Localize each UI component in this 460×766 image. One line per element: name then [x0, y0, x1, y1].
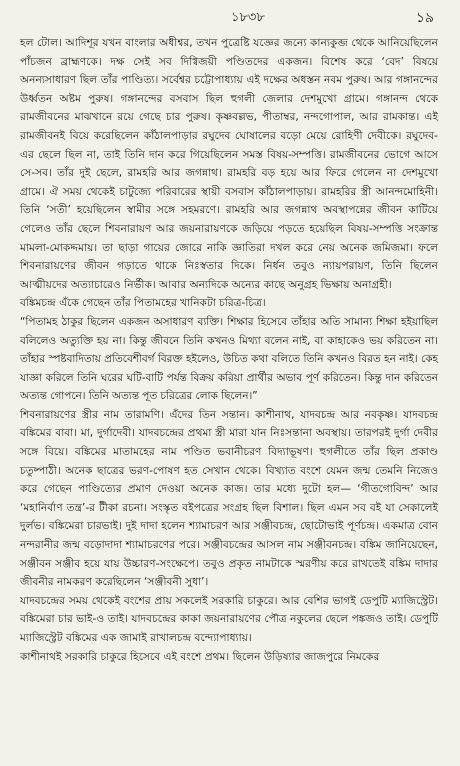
paragraph-lineage: হল টোল। আদিশূর যখন বাংলার অধীশ্বর, তখন পুত্রেষ্টি যজ্ঞের জন্যে কান্যকুব্জ থেকে আনিয়েছিলেন পাঁচজন ব্রাহ্মণকে। দক্ষ সেই সব দিগ্বিজয়ী পণ্ডিতদের একজন। বিশেষ করে ‘বেদ’ বিষয়ে অনন্যসাধারণ ছিল তাঁর পাণ্ডিত্য। সর্বেশ্বর চট্টোপাধ্যায় এই দক্ষের অধস্তন নবম পুরুষ। আর গঙ্গানন্দের উর্ধ্বতন অষ্টম পুরুষ। গঙ্গানন্দের বসবাস ছিল হুগলী জেলার দেশমুখো গ্রামে। গঙ্গানন্দ থেকে রামজীবনের মাঝখানে রয়ে গেছে চার পুরুষ। কৃষ্ণবল্লভ, পীতাম্বর, নন্দগোপাল, আর রামকান্ত। এই রামজীবনই বিয়ে করেছিলেন কাঁঠালপাড়ার রঘুদেব ঘোষালের বড়ো মেয়ে রোহিণী দেবীকে। রঘুদেব-এর ছেলে ছিল না, তাই তিনি দান করে গিয়েছিলেন সমস্ত বিষয়-সম্পত্তি। রামজীবনের ভোগে আসে সে-সব। তাঁর দুই ছেলে, রামহরি আর জগন্নাথ। রামহরি বড় হয়ে আর ফিরে গেলেন না দেশমুখো গ্রামে। ঐ সময় থেকেই চাটুজ্যে পরিবারের স্থায়ী বসবাস কাঁঠালপাড়ায়। রামহরির স্ত্রী আনন্দমোহিনী। তিনি ‘সতী’ হয়েছিলেন স্বামীর সঙ্গে সহমরণে। রামহরি আর জগন্নাথ অবস্থাপন্নের জীবন কাটিয়ে গেলেও তাঁর ছেলে শিবনারায়ণ আর জয়নারায়ণকে জড়িয়ে পড়তে হয়েছিল বিষয়-সম্পত্তি সংক্রান্ত মামলা-মোকদ্দমায়। তা ছাড়া গায়ের জোরে নাকি জ্ঞাতিরা দখল করে নেয় অনেক জমিজমা। ফলে শিবনারায়ণের জীবন গড়াতে থাকে নিঃস্বতার দিকে। নির্ধন তবুও ন্যায়পরায়ণ, তিনি ছিলেন আত্মীয়দের অত্যাচারেও নির্ভীক। আবার অন্যদিকে অন্যের কাছে অনুগ্রহ ভিক্ষায় অনাগ্রহী।	[20, 37, 438, 291]
paragraph-family: শিবনারায়ণের স্ত্রীর নাম তারামণি। এঁদের তিন সন্তান। কাশীনাথ, যাদবচন্দ্র আর নবকৃষ্ণ। যাদবচন্দ্র বঙ্কিমের বাবা। মা, দুর্গাদেবী। যাদবচন্দ্রের প্রথমা স্ত্রী মারা যান নিঃসন্তানা অবস্থায়। তারপরই দুর্গা দেবীর সঙ্গে বিয়ে। বঙ্কিমের মাতামহের নাম পণ্ডিত ভবানীচরণ বিদ্যাভূষণ। হুগলীতে তাঁর ছিল প্রকাণ্ড চতুষ্পাঠী। অনেক ছাত্রের ভরণ-পোষণ হত সেখান থেকে। বিখ্যাত বংশে যেমন জন্ম তেমনি নিজেও করে গেছেন পাণ্ডিত্যের প্রমাণ দেওয়া অনেক কাজ। তার মধ্যে দুটো হল— ‘গীতগোবিন্দ’ আর ‘মহানির্বাণ তন্ত্র’-র টীকা রচনা। সংস্কৃত বইপত্রের সংগ্রহ ছিল বিশাল। ছিল এমন সব বই যা সেকালেই দুর্লভ। বঙ্কিমেরা চারভাই। দুই দাদা হলেন শ্যামাচরণ আর সঞ্জীবচন্দ্র, ছোটোভাই পূর্ণচন্দ্র। একমাত্র বোন নন্দরানীর জন্ম বড়োদাদা শ্যামাচরণের পরে। সঞ্জীবচন্দ্রের আসল নাম সঞ্জীবনচন্দ্র। বঙ্কিম জানিয়েছেন, সঞ্জীবন সঞ্জীব হয়ে যায় উচ্চারণ-সংক্ষেপে। তবুও প্রকৃত নামটাকে স্মরণীয় করে রাখতেই বঙ্কিম দাদার জীবনীর নামকরণ করেছিলেন ‘সঞ্জীবনী সুধা’।	[20, 408, 439, 589]
paragraph-intro-quote: বঙ্কিমচন্দ্র এঁকে গেছেন তাঁর পিতামহের খানিকটা চরিত্র-চিত্র।	[20, 297, 266, 310]
block-quote: “পিতামহ ঠাকুর ছিলেন একজন অসাধারণ ব্যক্তি। শিক্ষার হিসেবে তাঁহার অতি সামান্য শিক্ষা হইয়াছিল বলিলেও অত্যুক্তি হয় না। কিন্তু জীবনে তিনি কখনও মিথ্যা বলেন নাই, বা কাহাকেও ভয় করিতেন না। তাঁহার স্পষ্টবাদিতায় প্রতিবেশীবর্গ বিরক্ত হইলেও, উচিত কথা বলিতে তিনি কখনও বিরত হন নাই। কেহ যাজ্ঞা করিলে তিনি ঘরের ঘটি-বাটি পর্যন্ত বিক্রয় করিয়া প্রার্থীর অভাব পূর্ণ করিতেন। কিন্তু দান করিতেন অত্যন্ত গোপনে। তিনি অত্যন্ত পূত চরিত্রের লোক ছিলেন।”	[20, 315, 438, 403]
paragraph-kashinath: কাশীনাথই সরকারি চাকুরে হিসেবে এই বংশে প্রথম। ছিলেন উড়িষ্যার জাজপুরে নিমকের	[20, 650, 380, 663]
running-title: ১৮৩৮	[231, 9, 265, 25]
page-number: ১৯	[415, 10, 434, 26]
page-header	[20, 8, 438, 28]
paragraph-careers: যাদবচন্দ্রের সময় থেকেই বংশের প্রায় সকলেই সরকারি চাকুরে। আর বেশির ভাগই ডেপুটি ম্যাজিস্ট্রেট। বঙ্কিমেরা চার ভাই-ও তাই। যাদবচন্দ্রের কাকা জয়নারায়ণের পৌত্র নকুলের ছেলে পঙ্কজও তাই। ডেপুটি ম্যাজিস্ট্রেট বঙ্কিমের এক জামাই রাখালচন্দ্র বন্দ্যোপাধ্যায়।	[20, 594, 438, 644]
body-text	[20, 34, 438, 666]
